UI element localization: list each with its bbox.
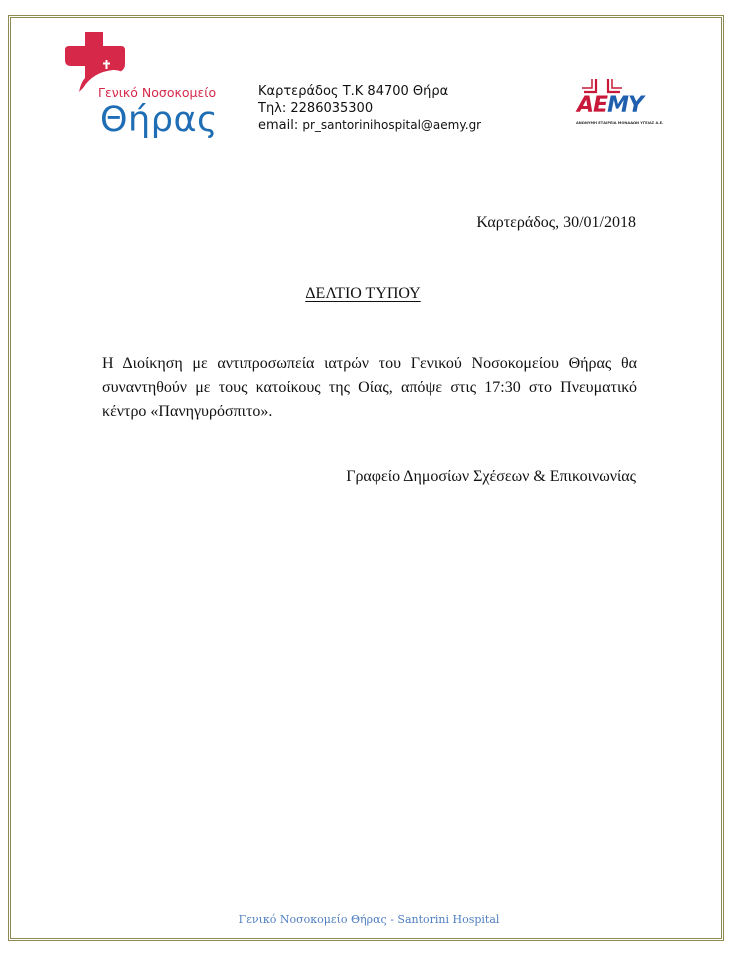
contact-block <box>258 83 481 134</box>
red-cross-logo-icon <box>65 32 127 92</box>
document-title: ΔΕΛΤΙΟ ΤΥΠΟΥ <box>305 285 421 302</box>
email-link[interactable]: pr_santorinihospital@aemy.gr <box>302 118 482 132</box>
aemy-logo <box>574 78 670 130</box>
contact-address: Καρτεράδος Τ.Κ 84700 Θήρα <box>258 84 449 99</box>
contact-email <box>258 117 481 134</box>
aemy-mark-icon <box>582 78 622 94</box>
email-label: email: <box>258 118 303 133</box>
hospital-logo <box>62 32 232 150</box>
aemy-wordmark-red: ΑΕ <box>577 93 608 118</box>
aemy-wordmark <box>577 93 643 118</box>
aemy-subtitle: ΑΝΩΝΥΜΗ ΕΤΑΙΡΕΙΑ ΜΟΝΑΔΩΝ ΥΓΕΙΑΣ Α.Ε. <box>576 121 664 125</box>
page-footer: Γενικό Νοσοκομείο Θήρας - Santorini Hospital <box>238 913 500 926</box>
aemy-wordmark-blue: ΜΥ <box>607 93 643 118</box>
contact-phone: Τηλ: 2286035300 <box>258 101 374 116</box>
document-body: Η Διοίκηση με αντιπροσωπεία ιατρών του Γενικού Νοσοκομείου Θήρας θα συναντηθούν με τους κατοίκους της Οίας, απόψε στις 17:30 στο Πνευματικό κέντρο «Πανηγυρόσπιτο». <box>102 355 637 420</box>
logo-name: Θήρας <box>100 100 219 140</box>
signature: Γραφείο Δημοσίων Σχέσεων & Επικοινωνίας <box>346 468 636 485</box>
logo-subtitle: Γενικό Νοσοκομείο <box>98 85 217 100</box>
date-line: Καρτεράδος, 30/01/2018 <box>476 214 636 231</box>
